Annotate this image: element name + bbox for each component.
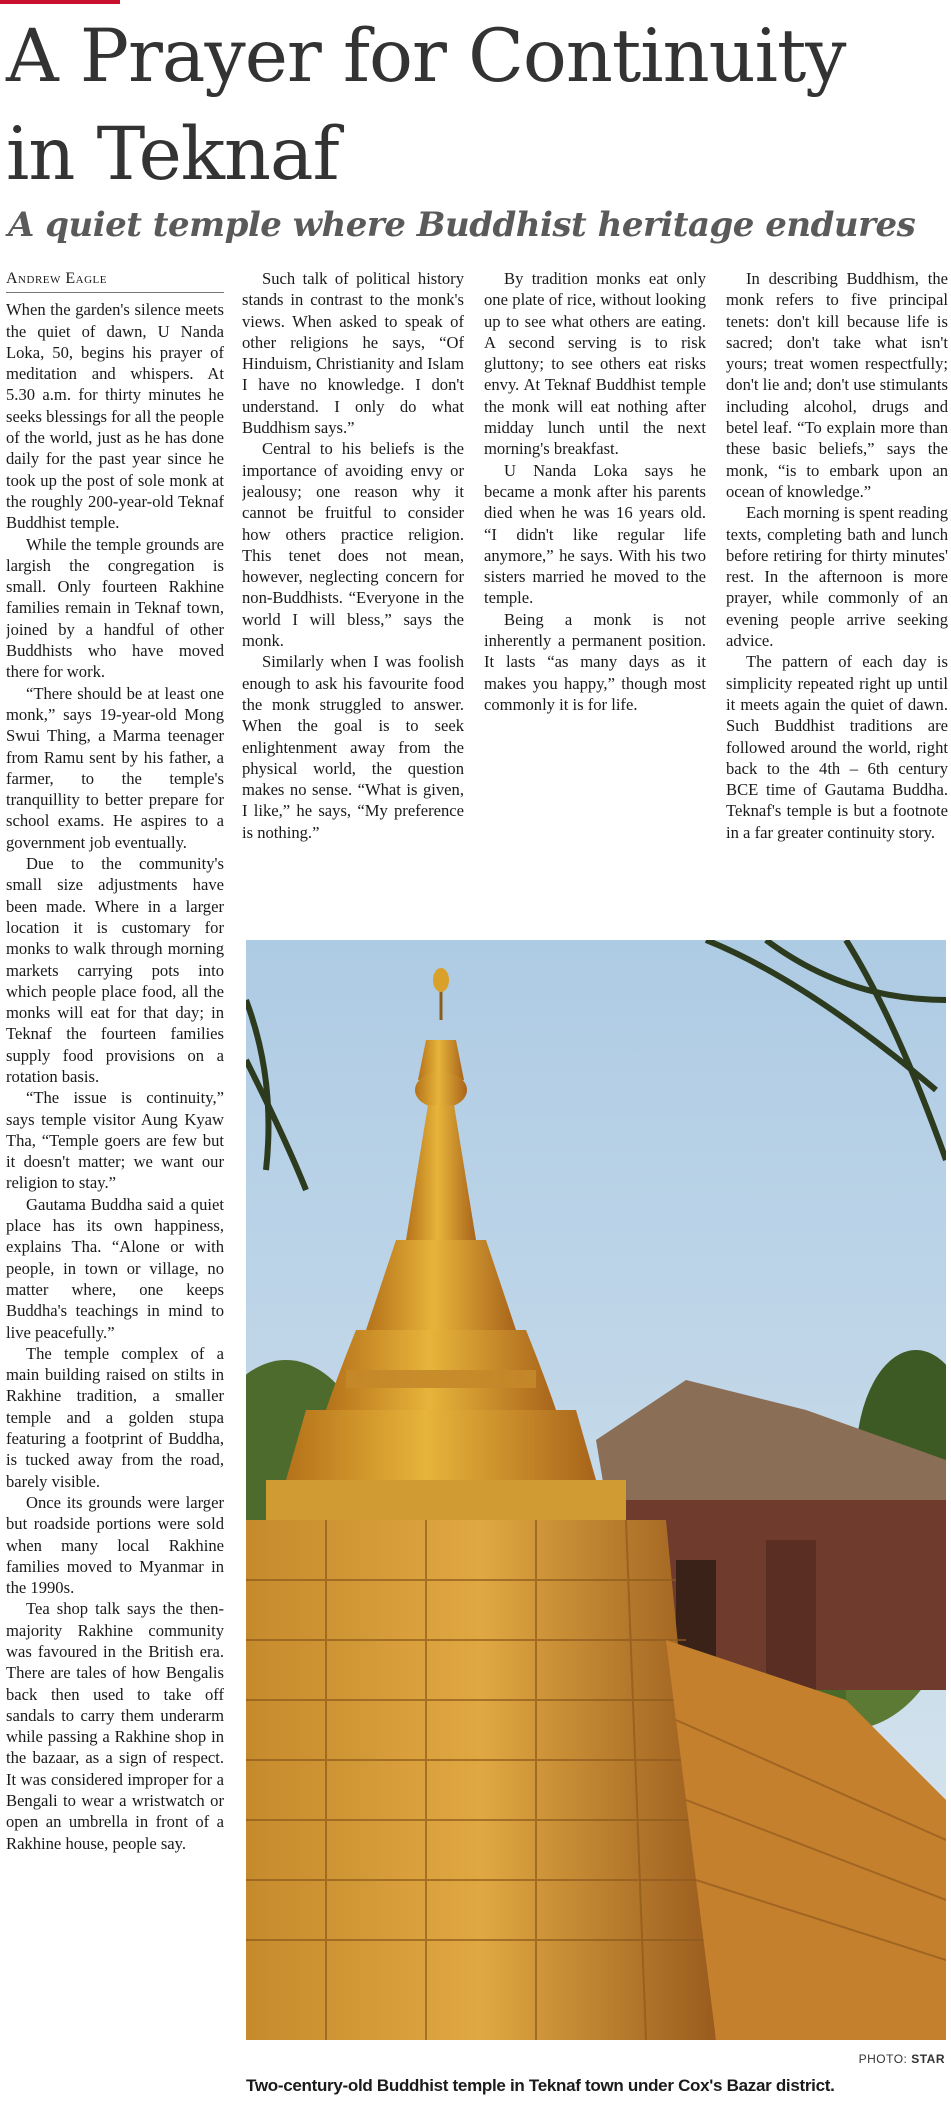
section-marker — [0, 0, 120, 4]
paragraph: Once its grounds were larger but roadside portions were sold when many local Rakhine families moved to Myanmar in the 1990s. — [6, 1492, 224, 1598]
temple-photo — [246, 940, 946, 2040]
article-column-2 — [242, 268, 464, 928]
paragraph: “There should be at least one monk,” says 19-year-old Mong Swui Thing, a Marma teenager from Ramu sent by his father, a farmer, to the temple's tranquillity to better prepare for school exams. He aspires to a government job eventually. — [6, 683, 224, 852]
paragraph: Such talk of political history stands in contrast to the monk's views. When asked to speak of other religions he says, “Of Hinduism, Christianity and Islam I have no knowledge. I don't understand. I only do what Buddhism says.” — [242, 269, 464, 438]
paragraph: While the temple grounds are largish the congregation is small. Only fourteen Rakhine families remain in Teknaf town, joined by a handful of other Buddhists who have moved there for work. — [6, 534, 224, 682]
paragraph: When the garden's silence meets the quiet of dawn, U Nanda Loka, 50, begins his prayer of meditation and whispers. At 5.30 a.m. for thirty minutes he seeks blessings for all the people of the world, just as he has done daily for the past year since he took up the post of sole monk at the roughly 200-year-old Teknaf Buddhist temple. — [6, 300, 224, 533]
paragraph: Gautama Buddha said a quiet place has its own happiness, explains Tha. “Alone or with people, in town or village, no matter where, one keeps Buddha's teachings in mind to live peacefully.” — [6, 1194, 224, 1342]
photo-caption: Two-century-old Buddhist temple in Teknaf town under Cox's Bazar district. — [246, 2076, 835, 2095]
subheadline: A quiet temple where Buddhist heritage endures — [8, 205, 916, 245]
headline — [6, 8, 946, 204]
paragraph: Being a monk is not inherently a permanent position. It lasts “as many days as it makes you happy,” though most commonly it is for life. — [484, 609, 706, 714]
article-column-4 — [726, 268, 948, 928]
photo-credit-label: PHOTO: — [858, 2052, 908, 2066]
paragraph: U Nanda Loka says he became a monk after his parents died when he was 16 years old. “I didn't like regular life anymore,” he says. With his two sisters married he moved to the temple. — [484, 460, 706, 608]
paragraph: By tradition monks eat only one plate of rice, without looking up to see what others are eating. A second serving is to risk gluttony; to see others eat risks envy. At Teknaf Buddhist temple the monk will eat nothing after midday lunch until the next morning's breakfast. — [484, 269, 706, 459]
paragraph: Tea shop talk says the then-majority Rakhine community was favoured in the British era. There are tales of how Bengalis back then used to take off sandals to carry them underarm while passing a Rakhine shop in the bazaar, as a sign of respect. It was considered improper for a Bengali to wear a wristwatch or open an umbrella in front of a Rakhine house, people say. — [6, 1599, 224, 1853]
headline-line-2: in Teknaf — [6, 112, 339, 197]
article-column-3 — [484, 268, 706, 928]
paragraph: In describing Buddhism, the monk refers to five principal tenets: don't kill because life is sacred; don't take what isn't yours; treat women respectfully; don't lie and; don't use stimulants including alcohol, drugs and betel leaf. “To explain more than these basic beliefs,” says the monk, “is to embark upon an ocean of knowledge.” — [726, 269, 948, 501]
paragraph: Similarly when I was foolish enough to ask his favourite food the monk struggled to answer. When the goal is to seek enlightenment away from the physical world, the question makes no sense. “What is given, I like,” he says, “My preference is nothing.” — [242, 652, 464, 842]
paragraph: “The issue is continuity,” says temple visitor Aung Kyaw Tha, “Temple goers are few but it doesn't matter; we want our religion to stay.” — [6, 1088, 224, 1193]
paragraph: The pattern of each day is simplicity repeated right up until it meets again the quiet of dawn. Such Buddhist traditions are followed around the world, right back to the 4th – 6th century BCE time of Gautama Buddha. Teknaf's temple is but a footnote in a far greater continuity story. — [726, 652, 948, 842]
article-column-1 — [6, 268, 224, 2104]
paragraph: Central to his beliefs is the importance of avoiding envy or jealousy; one reason why it cannot be fruitful to consider how others practice religion. This tenet does not mean, however, neglecting concern for non-Buddhists. “Everyone in the world I will bless,” says the monk. — [242, 439, 464, 651]
headline-line-1: A Prayer for Continuity — [6, 14, 846, 99]
photo-credit-source: STAR — [911, 2052, 945, 2066]
photo-credit — [859, 2052, 945, 2066]
paragraph: The temple complex of a main building raised on stilts in Rakhine tradition, a smaller temple and a golden stupa featuring a footprint of Buddha, is tucked away from the road, barely visible. — [6, 1343, 224, 1491]
byline: Andrew Eagle — [6, 268, 224, 293]
paragraph: Due to the community's small size adjustments have been made. Where in a larger location it is customary for monks to walk through morning markets carrying pots into which people place food, all the monks will eat for that day; in Teknaf the fourteen families supply food provisions on a rotation basis. — [6, 854, 224, 1086]
paragraph: Each morning is spent reading texts, completing bath and lunch before retiring for thirty minutes' rest. In the afternoon is more prayer, while commonly of an evening people arrive seeking advice. — [726, 503, 948, 651]
